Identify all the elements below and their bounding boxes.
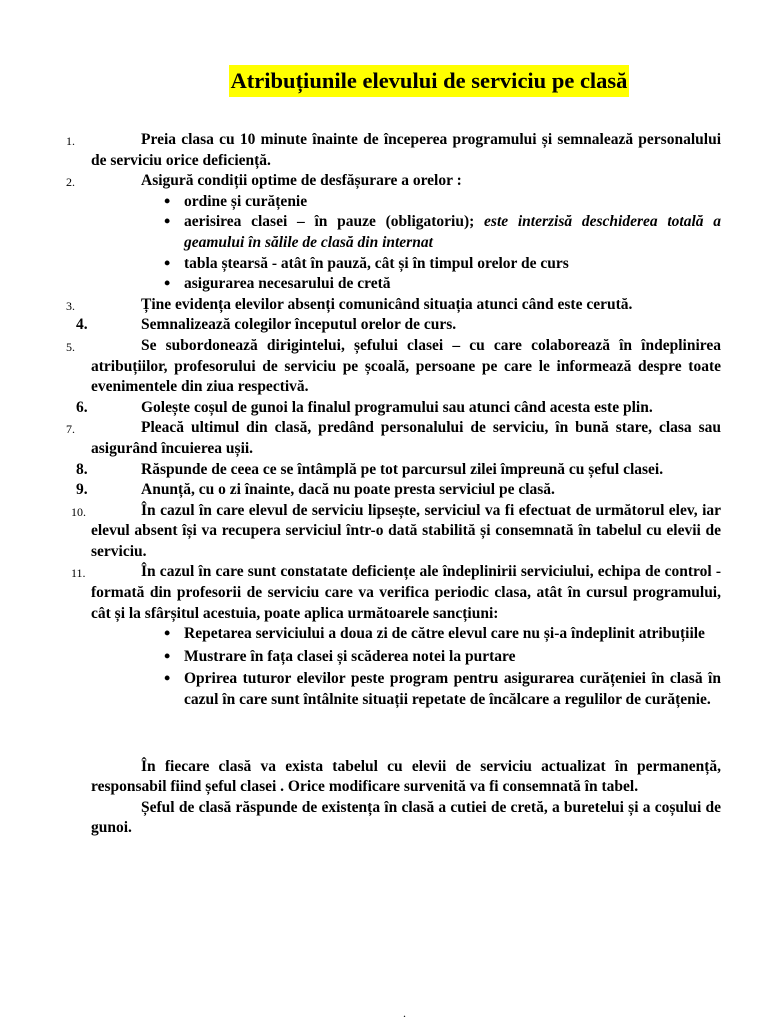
item-text: Ține evidența elevilor absenți comunicând situația atunci când este cerută. — [141, 295, 633, 313]
list-item-2 — [66, 171, 721, 192]
sanctions-list — [164, 624, 721, 710]
bullet-item: • tabla ștearsă - atât în pauză, cât și în timpul orelor de curs — [164, 254, 721, 275]
document-title: Atribuțiunile elevului de serviciu pe clasă — [229, 65, 630, 97]
item-text: Pleacă ultimul din clasă, predând personalului de serviciu, în bună stare, clasa sau asigurând încuierea ușii. — [91, 419, 721, 457]
item-text: Asigură condiții optime de desfășurare a orelor : — [141, 172, 462, 190]
document-body — [66, 130, 722, 839]
item-number: 4. — [76, 316, 88, 334]
item-text: Preia clasa cu 10 minute înainte de începerea programului și semnalează personalului de serviciu orice deficiență. — [91, 131, 721, 169]
item-text: Se subordonează dirigintelui, șefului clasei – cu care colaborează în îndeplinirea atribuțiilor, profesorului de serviciu pe școală, persoane pe care le informează despre toate evenimentele din ziua respectivă. — [91, 336, 721, 396]
item-number: 8. — [76, 460, 88, 478]
list-item-4 — [76, 315, 721, 336]
item-text: Golește coșul de gunoi la finalul programului sau atunci când acesta este plin. — [141, 398, 653, 416]
item-number: 1. — [66, 134, 75, 148]
list-item-6 — [76, 398, 721, 419]
item-text: Răspunde de ceea ce se întâmplă pe tot parcursul zilei împreună cu șeful clasei. — [141, 460, 664, 478]
item-text: În cazul în care elevul de serviciu lipsește, serviciul va fi efectuat de următorul elev, iar elevul absent își va recupera serviciul într-o dată stabilită și consemnată în tabelul cu elevii de serviciu. — [91, 501, 721, 560]
item-text: Anunță, cu o zi înainte, dacă nu poate presta serviciul pe clasă. — [141, 481, 555, 499]
list-item-11 — [71, 562, 721, 624]
list-item-9 — [76, 480, 721, 501]
list-item-1 — [66, 130, 721, 171]
item-text: În cazul în care sunt constatate deficiențe ale îndeplinirii serviciului, echipa de control - formată din profesorii de serviciu care va verifica periodic clasa, atât în cursul programului, cât și la sfârșitul acestuia, poate aplica următoarele sancțiuni: — [91, 563, 721, 622]
page-mark: . — [403, 1006, 406, 1020]
bullet-list — [164, 192, 721, 295]
item-number: 6. — [76, 398, 88, 416]
item-number: 2. — [66, 175, 75, 190]
bullet-item: • aerisirea clasei – în pauze (obligatoriu); este interzisă deschiderea totală a geamului în sălile de clasă din internat — [164, 212, 721, 253]
item-number: 11. — [71, 566, 86, 581]
item-number: 7. — [66, 422, 75, 437]
item-number: 9. — [76, 481, 88, 499]
footer-paragraph: Șeful de clasă răspunde de existența în clasă a cutiei de cretă, a buretelui și a coșului de gunoi. — [91, 798, 721, 837]
bullet-item: • Mustrare în fața clasei și scăderea notei la purtare — [164, 647, 721, 668]
title-wrap — [0, 65, 768, 97]
list-item-10 — [71, 501, 721, 563]
bullet-item: • ordine și curățenie — [164, 192, 721, 213]
item-text: Semnalizează colegilor începutul orelor de curs. — [141, 316, 457, 334]
footer-paragraph: În fiecare clasă va exista tabelul cu elevii de serviciu actualizat în permanență, responsabil fiind șeful clasei . Orice modificare survenită va fi consemnată în tabel. — [91, 757, 721, 796]
bullet-item: • Repetarea serviciului a doua zi de către elevul care nu și-a îndeplinit atribuțiile — [164, 624, 721, 645]
item-number: 3. — [66, 298, 75, 313]
item-number: 10. — [71, 504, 86, 519]
bullet-item: • Oprirea tuturor elevilor peste program pentru asigurarea curățeniei în clasă în cazul în care sunt întâlnite situații repetate de încălcare a regulilor de curățenie. — [164, 669, 721, 710]
list-item-7 — [66, 418, 721, 459]
item-number: 5. — [66, 339, 75, 354]
list-item-5 — [66, 336, 721, 398]
list-item-8 — [76, 460, 721, 481]
bullet-item: • asigurarea necesarului de cretă — [164, 274, 721, 295]
list-item-3 — [66, 295, 721, 316]
emphasis-text: este interzisă deschiderea totală a geamului în sălile de clasă din internat — [184, 213, 722, 251]
